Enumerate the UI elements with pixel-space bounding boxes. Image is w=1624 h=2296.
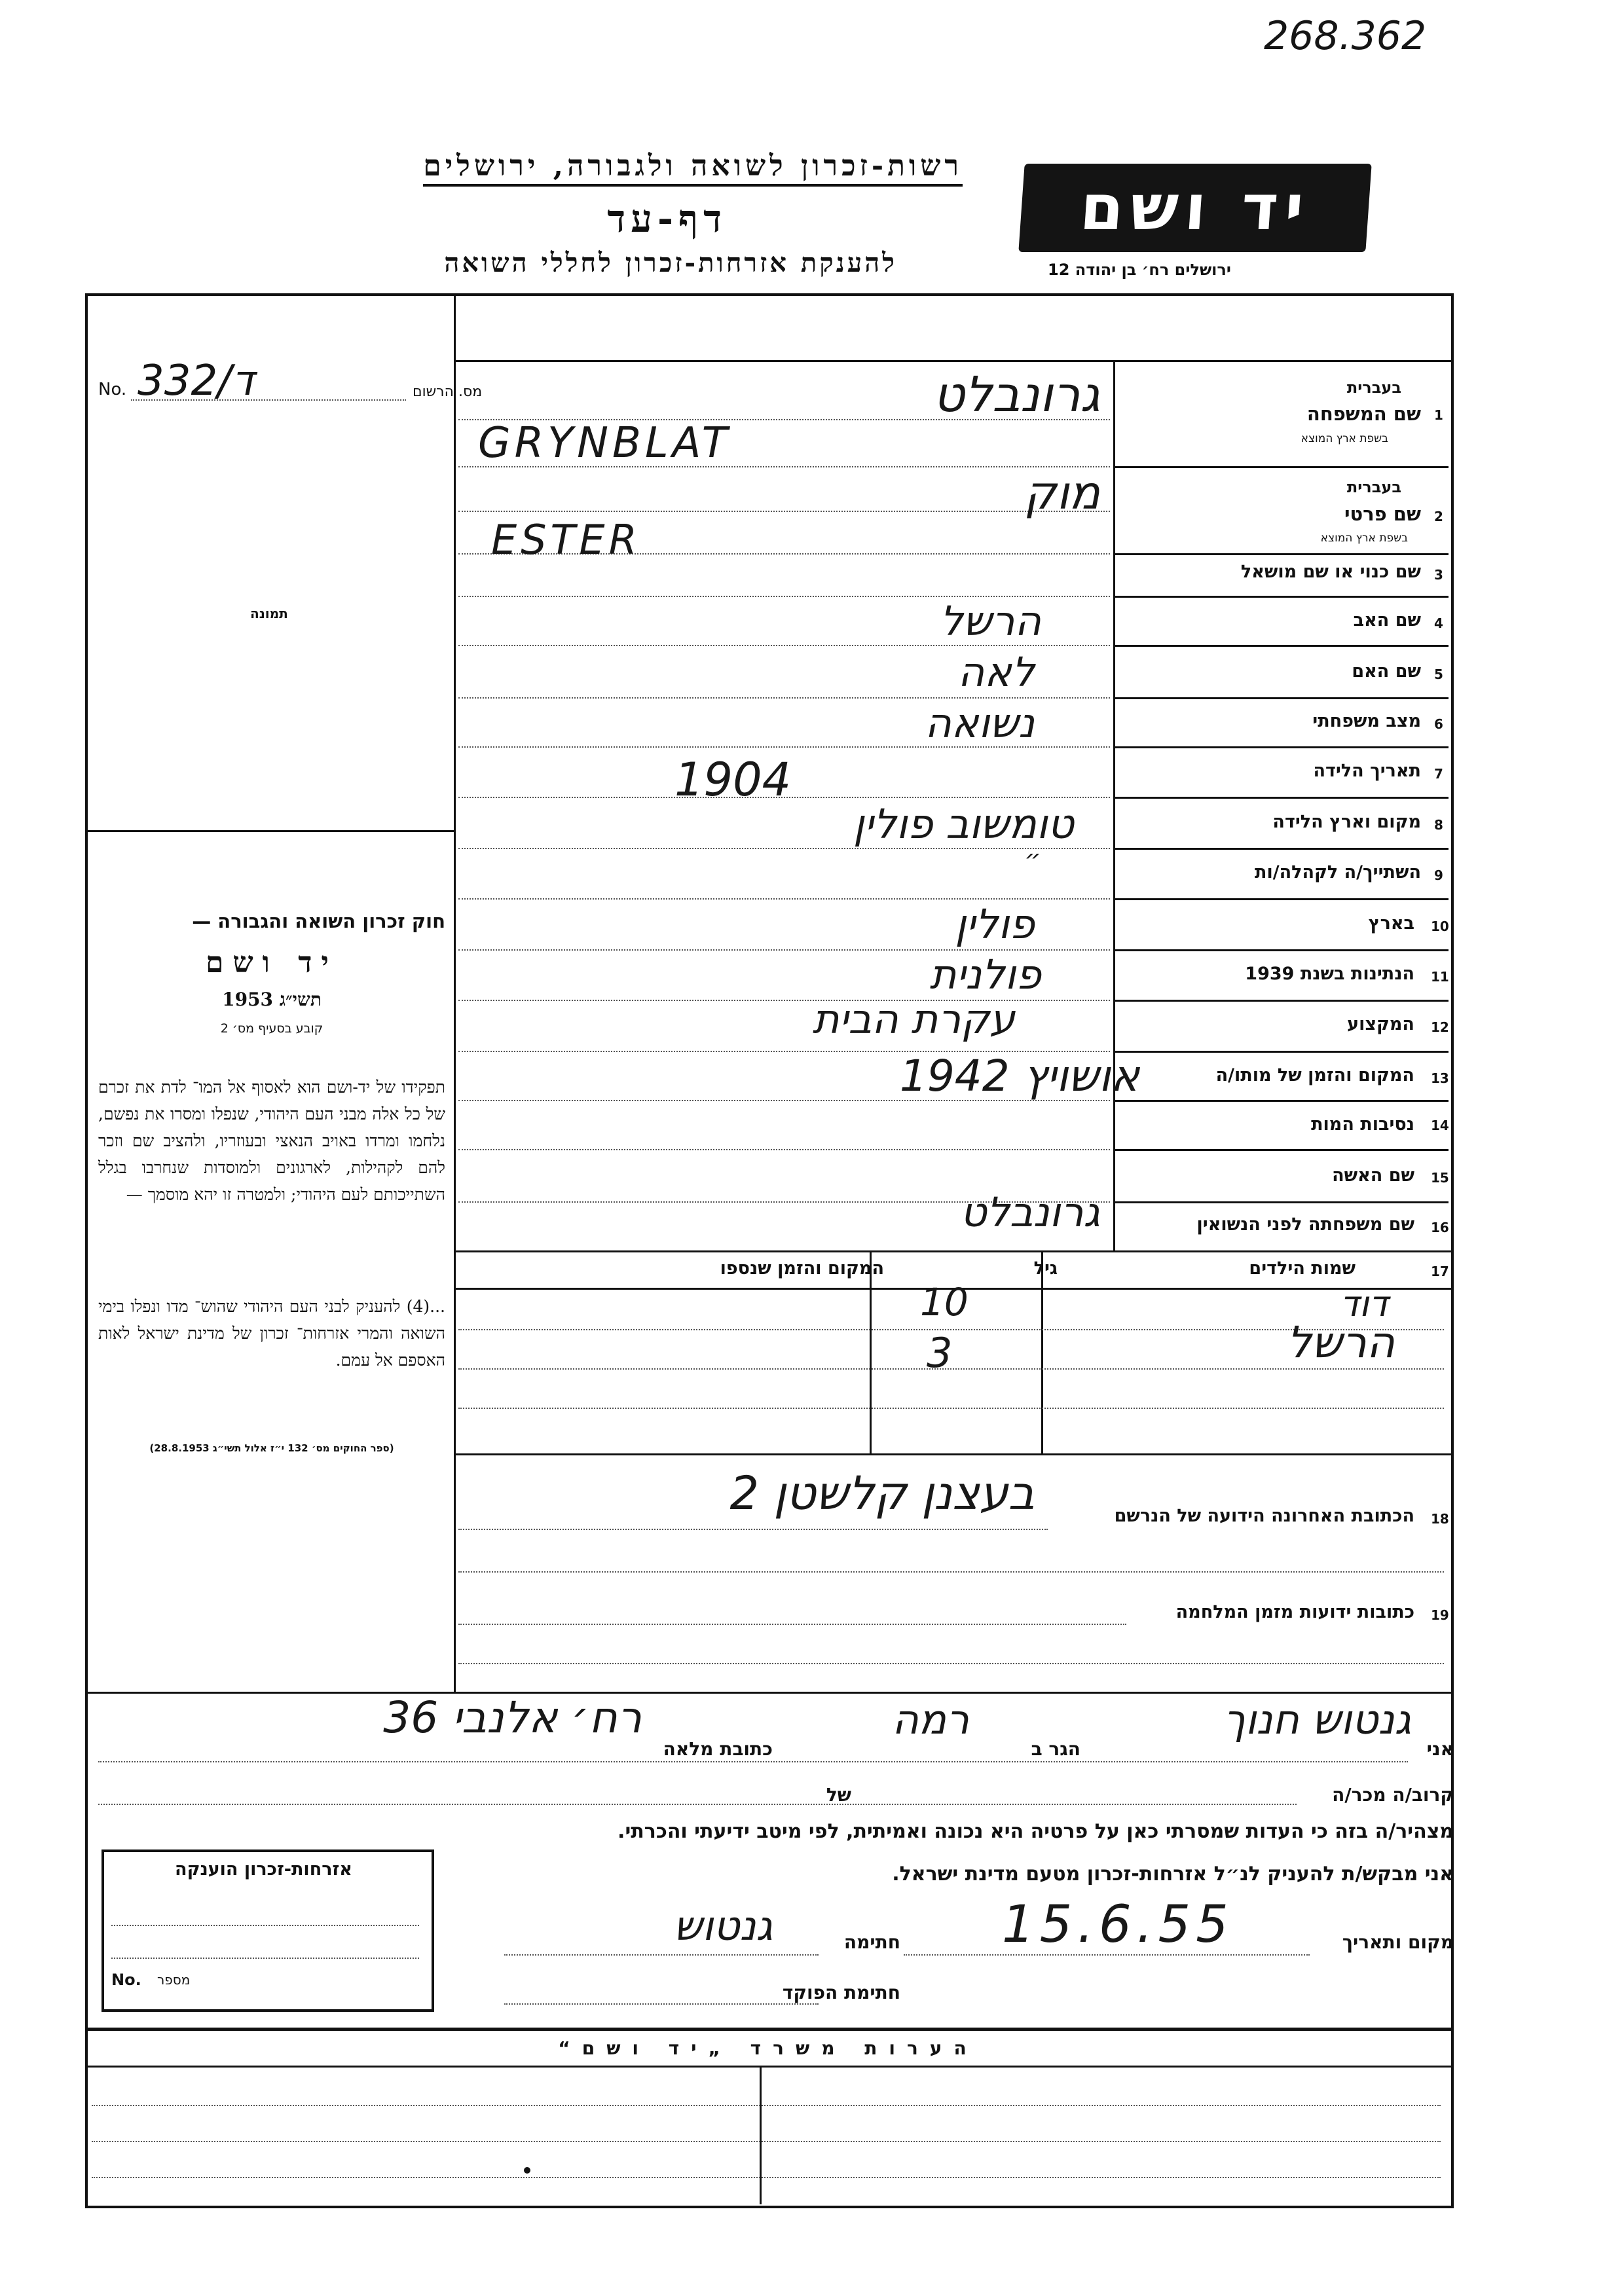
field-2-value-hebrew: מוק bbox=[1024, 466, 1100, 520]
reg-no-label: No. bbox=[98, 380, 127, 399]
decl-line-2 bbox=[98, 1804, 1297, 1805]
field-8-num: 8 bbox=[1434, 817, 1443, 833]
decl-city: רמה bbox=[892, 1696, 969, 1743]
row-sep bbox=[1113, 553, 1449, 555]
notes-header-line bbox=[85, 2066, 1451, 2068]
decl-relative: קרוב/ה מכר/ה bbox=[1332, 1784, 1454, 1806]
law-body: תפקידו של יד-ושם הוא לאסוף אל המו־ לדת את זכרם של כל אלה מבני העם היהודי, שנפלו ומסרו את נפשם, נלחמו ומרדו באויב הנאצי ובעוזריו, ולהציב שם וזכר להם לקהילות, לארגונים ולמוסדות שנחרבו בגלל השתייכותם לעם היהודי; ולמטרה זו יהא מוסמך — bbox=[98, 1078, 445, 1204]
decl-resides: הגר ב bbox=[1031, 1738, 1080, 1760]
field-2-value-latin: ESTER bbox=[491, 516, 641, 564]
decl-ani: אני bbox=[1426, 1738, 1454, 1760]
decl-date-line bbox=[904, 1954, 1310, 1956]
field-18-line bbox=[458, 1529, 1048, 1530]
decl-line-1 bbox=[98, 1761, 1408, 1762]
field-5-label: שם האם bbox=[1352, 661, 1421, 682]
archive-number: 268.362 bbox=[1264, 13, 1427, 59]
notes-line bbox=[92, 2105, 1441, 2106]
field-6-value: נשואה bbox=[925, 699, 1035, 747]
field-13-label: המקום והזמן של מותו/ה bbox=[1215, 1065, 1414, 1085]
child-1-age: 10 bbox=[920, 1280, 969, 1324]
row-sep bbox=[1113, 797, 1449, 799]
decl-officer: חתימת הפוקד bbox=[782, 1982, 900, 2003]
field-4-label: שם האב bbox=[1353, 610, 1421, 630]
notes-line bbox=[92, 2141, 1441, 2142]
field-1-sub-origin: בשפת ארץ המוצא bbox=[1301, 432, 1388, 445]
field-1-value-hebrew: גרונבלט bbox=[933, 367, 1100, 423]
children-row-line bbox=[458, 1408, 1444, 1409]
row-sep bbox=[1113, 596, 1449, 598]
stamp-box-no: No. bbox=[111, 1971, 141, 1989]
reg-no-value: 332/ד bbox=[138, 357, 255, 405]
row-sep bbox=[1113, 1000, 1449, 1002]
decl-place-date: מקום ותאריך bbox=[1342, 1931, 1454, 1953]
notes-top-line bbox=[85, 2028, 1451, 2031]
row-sep bbox=[1113, 1051, 1449, 1053]
field-11-label: הנתינות בשנת 1939 bbox=[1245, 964, 1414, 984]
field-12-num: 12 bbox=[1431, 1019, 1449, 1035]
decl-signature-label: חתימה bbox=[843, 1931, 900, 1953]
decl-date: 15.6.55 bbox=[1002, 1895, 1234, 1954]
decl-statement-2: אני מבקש/ת להעניק לנ״ל אזרחות-זכרון מטעם מדינת ישראל. bbox=[892, 1863, 1454, 1886]
field-18-value: בעצנן קלשטן 2 bbox=[729, 1467, 1035, 1520]
row-sep bbox=[1113, 1149, 1449, 1151]
field-14-label: נסיבות המות bbox=[1311, 1114, 1414, 1135]
decl-statement-1: מצהיר/ה בזה כי העדות שמסרתי כאן על פרטיה היא נכונה ואמיתית, לפי מיטב ידיעתי והכרתי. bbox=[618, 1820, 1454, 1843]
field-2-label: שם פרטי bbox=[1344, 503, 1421, 525]
field-10-value: פולין bbox=[955, 900, 1035, 948]
field-9-num: 9 bbox=[1434, 867, 1443, 883]
row-sep bbox=[1113, 949, 1449, 951]
label-column-divider bbox=[1113, 360, 1115, 1250]
field-1-num: 1 bbox=[1434, 407, 1443, 423]
field-8-label: מקום וארץ הלידה bbox=[1272, 812, 1421, 832]
child-1-name: דוד bbox=[1340, 1283, 1388, 1324]
field-18-num: 18 bbox=[1431, 1511, 1449, 1527]
row-sep bbox=[1113, 1201, 1449, 1203]
row-sep bbox=[1113, 697, 1449, 699]
row-sep bbox=[454, 1250, 1451, 1252]
left-column-divider bbox=[454, 293, 456, 1692]
field-2-num: 2 bbox=[1434, 509, 1443, 524]
field-14-num: 14 bbox=[1431, 1118, 1449, 1133]
children-col-divider-2 bbox=[1041, 1250, 1043, 1453]
value-line bbox=[458, 645, 1110, 646]
decl-signature: גנטוש bbox=[673, 1902, 773, 1950]
law-citation: (ספר החוקים מס׳ 132 י״ז אלול תשי״ג 28.8.1953) bbox=[149, 1442, 394, 1454]
children-place-header: המקום והזמן שנספו bbox=[720, 1258, 884, 1279]
field-4-value: הרשל bbox=[940, 597, 1041, 645]
field-12-label: המקצוע bbox=[1347, 1014, 1414, 1034]
top-strip-line bbox=[454, 360, 1451, 362]
field-1-label: שם המשפחה bbox=[1306, 403, 1421, 425]
field-5-num: 5 bbox=[1434, 666, 1443, 682]
reg-label: מס. הרשום bbox=[413, 384, 483, 400]
value-line bbox=[458, 898, 1110, 900]
field-18-line2 bbox=[458, 1571, 1444, 1573]
notes-line bbox=[92, 2177, 1441, 2178]
stamp-line bbox=[111, 1925, 419, 1926]
field-1-sub-hebrew: בעברית bbox=[1346, 378, 1401, 397]
row-sep bbox=[1113, 645, 1449, 647]
field-12-value: עקרת הבית bbox=[812, 995, 1015, 1043]
photo-label: תמונה bbox=[250, 606, 288, 621]
children-col-divider-1 bbox=[870, 1250, 872, 1453]
law-clause: קובע בסעיף מס׳ 2 bbox=[220, 1021, 323, 1036]
field-10-label: בארץ bbox=[1368, 913, 1414, 934]
field-9-label: השתייך/ה לקהלה/ות bbox=[1255, 862, 1421, 883]
children-names-header: שמות הילדים bbox=[1249, 1258, 1356, 1279]
stamp-box-title: אזרחות-זכרון הוענקה bbox=[175, 1859, 352, 1880]
decl-signature-line bbox=[504, 1954, 819, 1956]
field-13-num: 13 bbox=[1431, 1070, 1449, 1086]
field-16-label: שם משפחתה לפני הנשואין bbox=[1196, 1214, 1414, 1235]
value-line bbox=[458, 697, 1110, 699]
field-2-sub-origin: בשפת ארץ המוצא bbox=[1320, 532, 1408, 545]
decl-address: רח׳ אלנבי 36 bbox=[383, 1692, 642, 1743]
field-6-num: 6 bbox=[1434, 716, 1443, 732]
yad-vashem-logo bbox=[1018, 164, 1371, 252]
decl-of: של bbox=[826, 1784, 851, 1806]
field-3-num: 3 bbox=[1434, 567, 1443, 583]
section-separator bbox=[85, 1692, 1451, 1694]
value-line bbox=[458, 511, 1110, 512]
law-title: חוק זכרון השואה והגבורה — bbox=[192, 910, 445, 932]
form-subtitle: להענקת אזרחות-זכרון לחללי השואה bbox=[444, 247, 897, 278]
field-10-num: 10 bbox=[1431, 919, 1449, 934]
row-sep bbox=[1113, 746, 1449, 748]
field-4-num: 4 bbox=[1434, 615, 1443, 631]
row-sep bbox=[1113, 466, 1449, 468]
field-17-num: 17 bbox=[1431, 1264, 1449, 1279]
row-sep bbox=[1113, 848, 1449, 850]
children-age-header: גיל bbox=[1033, 1258, 1058, 1279]
field-7-num: 7 bbox=[1434, 766, 1443, 782]
field-7-value: 1904 bbox=[674, 753, 792, 807]
field-8-value: טומשוב פולין bbox=[853, 800, 1074, 848]
field-11-value: פולנית bbox=[929, 951, 1041, 998]
field-16-num: 16 bbox=[1431, 1220, 1449, 1235]
field-15-num: 15 bbox=[1431, 1170, 1449, 1186]
value-line bbox=[458, 1149, 1110, 1150]
decl-declarant: גנטוש חנוך bbox=[1223, 1696, 1411, 1743]
field-19-line bbox=[458, 1624, 1126, 1625]
logo-text: יד ושם bbox=[1077, 171, 1313, 244]
authority-title: רשות-זכרון לשואה ולגבורה, ירושלים bbox=[423, 149, 963, 187]
law-item4: ...(4) להעניק לבני העם היהודי שהוש־ מדו ונפלו בימי השואה והמרי אזרחות־ זכרון של מדינת ישראל לאות האספם אל עמם. bbox=[98, 1297, 445, 1370]
child-2-age: 3 bbox=[927, 1329, 953, 1377]
field-9-value: ״ bbox=[1024, 845, 1041, 875]
field-5-value: לאה bbox=[957, 648, 1035, 696]
field-13-value: אושויץ 1942 bbox=[899, 1051, 1139, 1101]
value-line bbox=[458, 848, 1110, 849]
notes-divider bbox=[760, 2066, 762, 2204]
stamp-line bbox=[111, 1958, 419, 1959]
field-7-label: תאריך הלידה bbox=[1313, 761, 1421, 781]
decl-officer-line bbox=[504, 2003, 819, 2005]
form-title: דף-עד bbox=[607, 196, 727, 241]
field-3-label: שם כנוי או שם מושאל bbox=[1240, 562, 1421, 582]
field-15-label: שם האשה bbox=[1332, 1165, 1414, 1186]
notes-dot bbox=[524, 2167, 530, 2174]
stamp-box-number: מספר bbox=[157, 1972, 191, 1988]
notes-title: הערות משרד „יד ושם“ bbox=[558, 2037, 978, 2059]
field-16-value: גרונבלט bbox=[960, 1188, 1100, 1236]
field-1-value-latin: GRYNBLAT bbox=[478, 419, 731, 467]
decl-full-address: כתובת מלאה bbox=[663, 1738, 773, 1760]
children-bottom-line bbox=[454, 1453, 1451, 1455]
photo-bottom-line bbox=[85, 830, 454, 832]
field-18-label: הכתובת האחרונה הידועה של הנרשם bbox=[1114, 1506, 1414, 1526]
law-year: תשי״ג 1953 bbox=[222, 989, 322, 1010]
logo-address: ירושלים רח׳ בן יהודה 12 bbox=[1048, 261, 1231, 279]
law-name: יד ושם bbox=[206, 946, 338, 979]
field-19-num: 19 bbox=[1431, 1607, 1449, 1623]
row-sep bbox=[1113, 898, 1449, 900]
row-sep bbox=[1113, 1100, 1449, 1102]
field-11-num: 11 bbox=[1431, 969, 1449, 985]
field-2-sub-hebrew: בעברית bbox=[1346, 478, 1401, 496]
field-19-label: כתובות ידועות מזמן המלחמה bbox=[1175, 1602, 1414, 1622]
field-19-line2 bbox=[458, 1663, 1444, 1664]
field-6-label: מצב משפחתי bbox=[1312, 711, 1421, 731]
child-2-name: הרשל bbox=[1287, 1317, 1395, 1368]
